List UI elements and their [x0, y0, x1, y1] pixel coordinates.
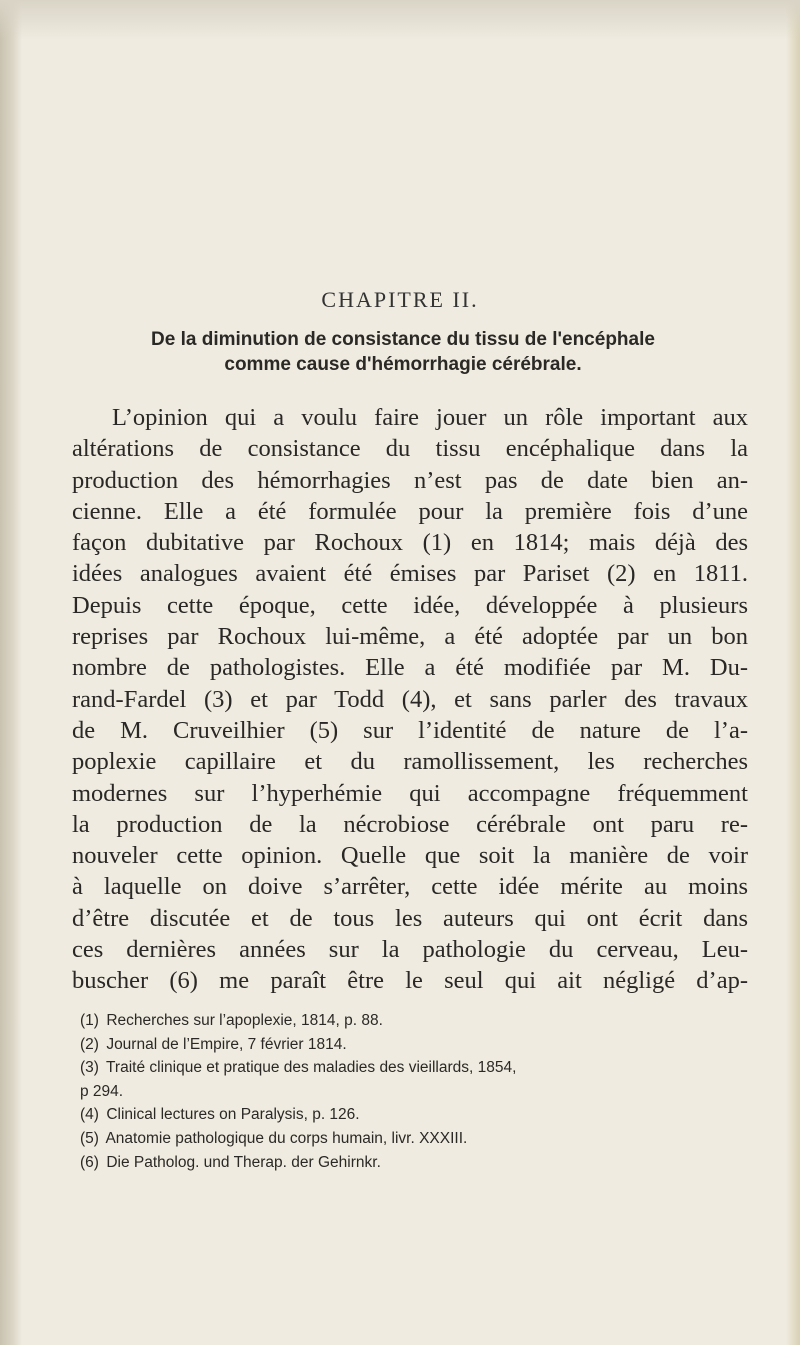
footnote-text: Recherches sur l’apoplexie, 1814, p. 88.	[106, 1012, 383, 1029]
footnote-continuation	[80, 1080, 748, 1104]
body-line: nombre de pathologistes. Elle a été modifiée par M. Du-	[72, 654, 748, 682]
footnote	[80, 1151, 748, 1175]
footnote-number: (5)	[80, 1129, 99, 1147]
footnote-text: Journal de l’Empire, 7 février 1814.	[106, 1035, 347, 1053]
footnote	[80, 1127, 748, 1151]
footnote-text: Traité clinique et pratique des maladies des vieillards, 1854,	[106, 1059, 517, 1077]
body-line: altérations de consistance du tissu encéphalique dans la	[72, 435, 748, 463]
body-line: façon dubitative par Rochoux (1) en 1814; mais déjà des	[72, 529, 748, 557]
footnote-text: Anatomie pathologique du corps humain, livr. XXXIII.	[105, 1129, 468, 1147]
footnote-number: (2)	[80, 1035, 99, 1053]
section-title-line-1: De la diminution de consistance du tissu de l'encéphale	[151, 329, 655, 350]
body-line: ces dernières années sur la pathologie du cerveau, Leu-	[72, 936, 748, 964]
page-top-shadow	[0, 0, 800, 40]
page-binding-shadow	[0, 0, 22, 1345]
body-line: nouveler cette opinion. Quelle que soit la manière de voir	[72, 842, 748, 870]
footnote-number: (4)	[80, 1106, 99, 1124]
footnote-number: (3)	[80, 1059, 99, 1077]
footnote-number: (6)	[80, 1153, 99, 1171]
footnote-number: (1)	[80, 1012, 99, 1029]
chapter-heading: CHAPITRE II.	[321, 287, 479, 312]
footnotes	[80, 1009, 748, 1174]
body-line: de M. Cruveilhier (5) sur l’identité de nature de l’a-	[72, 716, 748, 744]
body-line: poplexie capillaire et du ramollissement, les recherches	[72, 748, 748, 776]
body-line: L’opinion qui a voulu faire jouer un rôle important aux	[112, 404, 748, 431]
section-title-line-2: comme cause d'hémorrhagie cérébrale.	[224, 354, 582, 375]
body-line: buscher (6) me paraît être le seul qui ait négligé d’ap-	[72, 967, 748, 995]
footnote	[80, 1103, 748, 1127]
body-text	[72, 402, 748, 997]
page-edge-shadow	[786, 0, 800, 1345]
footnote-text: Clinical lectures on Paralysis, p. 126.	[106, 1106, 360, 1124]
body-line: rand-Fardel (3) et par Todd (4), et sans parler des travaux	[72, 685, 748, 713]
body-line: modernes sur l’hyperhémie qui accompagne fréquemment	[72, 779, 748, 807]
body-line: d’être discutée et de tous les auteurs qui ont écrit dans	[72, 904, 748, 932]
footnote	[80, 1033, 748, 1057]
body-line: cienne. Elle a été formulée pour la première fois d’une	[72, 497, 748, 525]
footnote	[80, 1056, 748, 1080]
body-line: la production de la nécrobiose cérébrale ont paru re-	[72, 810, 748, 838]
footnote	[80, 1009, 748, 1033]
footnote-text: Die Patholog. und Therap. der Gehirnkr.	[106, 1153, 381, 1171]
section-title	[60, 327, 746, 377]
body-line: production des hémorrhagies n’est pas de date bien an-	[72, 466, 748, 494]
body-line: reprises par Rochoux lui-même, a été adoptée par un bon	[72, 623, 748, 651]
body-line: idées analogues avaient été émises par Pariset (2) en 1811.	[72, 560, 748, 588]
footnote-text: p 294.	[80, 1082, 124, 1100]
body-line: Depuis cette époque, cette idée, développée à plusieurs	[72, 591, 748, 619]
body-line: à laquelle on doive s’arrêter, cette idée mérite au moins	[72, 873, 748, 901]
